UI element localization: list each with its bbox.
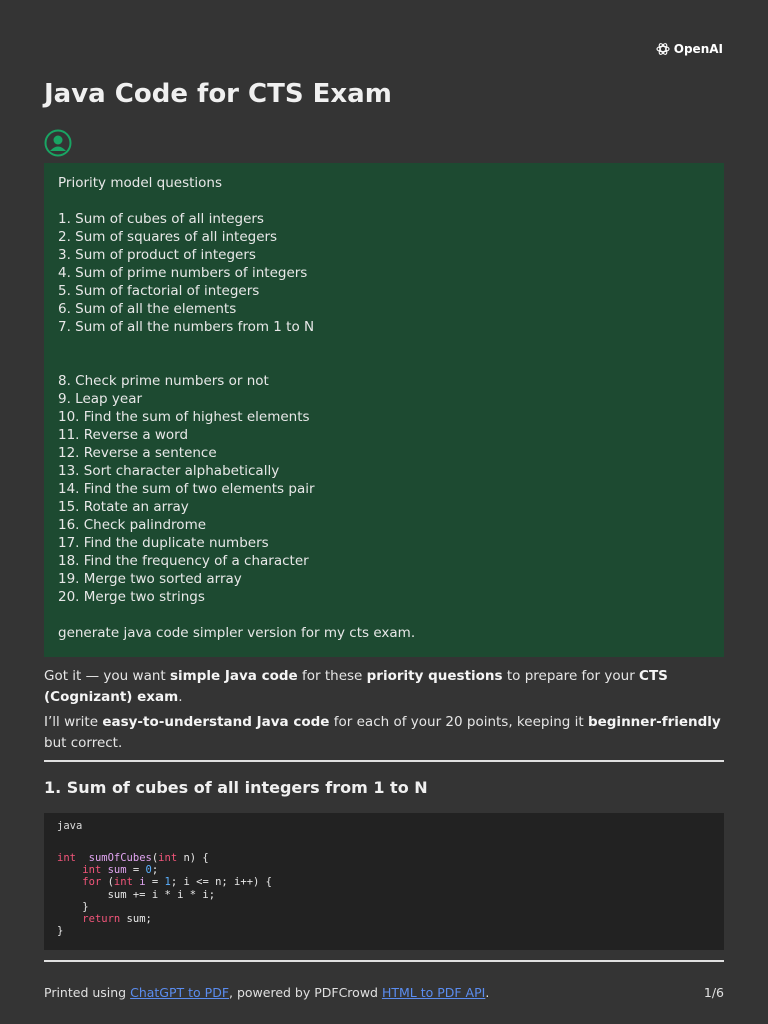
code-line [57,901,711,913]
user-avatar-icon [44,129,72,157]
prompt-line: 10. Find the sum of highest elements [58,409,310,425]
intro-paragraph-2 [44,712,724,754]
code-token: sum [107,864,127,877]
text-span: Got it — you want [44,668,170,684]
user-prompt-block [44,163,724,657]
code-token: int [82,864,102,877]
prompt-line: 8. Check prime numbers or not [58,373,269,389]
divider [44,760,724,762]
prompt-line: 6. Sum of all the elements [58,301,237,317]
code-token: ( [151,852,159,864]
bold-text: beginner-friendly [587,714,721,730]
code-token: } [57,900,89,913]
chatgpt-to-pdf-link[interactable]: ChatGPT to PDF [130,985,230,1000]
footer-suffix: . [485,985,490,1000]
code-line [57,889,711,901]
text-span: I’ll write [44,714,103,730]
prompt-line: 12. Reverse a sentence [58,445,217,461]
code-language-label: java [57,820,83,832]
code-token: sum += i * i * i; [57,888,216,901]
code-token: sum; [120,913,152,926]
footer-middle: , powered by PDFCrowd [229,985,382,1000]
code-line [57,876,711,888]
prompt-line: 9. Leap year [58,391,143,407]
prompt-line: Priority model questions [58,175,223,191]
code-token [76,852,89,864]
prompt-blank-line [58,606,710,624]
bold-text: easy-to-understand Java code [102,714,330,730]
prompt-line: 2. Sum of squares of all integers [58,229,278,245]
prompt-line: 14. Find the sum of two elements pair [58,481,315,497]
code-token: int [158,852,178,864]
code-token: = [126,864,146,877]
footer [44,985,724,1000]
code-token [57,876,82,888]
code-line [57,913,711,925]
assistant-intro [44,666,724,758]
prompt-blank-line [58,192,710,210]
logo-text: OpenAI [673,42,723,56]
prompt-blank-line [58,336,710,354]
html-to-pdf-api-link[interactable]: HTML to PDF API [381,985,486,1000]
code-token: } [57,925,64,938]
prompt-line: 5. Sum of factorial of integers [58,283,260,299]
code-token: ; i <= n; i++) { [170,876,272,889]
code-token: i [139,876,146,889]
prompt-line: 7. Sum of all the numbers from 1 to N [58,319,315,335]
bold-text: priority questions [366,668,503,684]
code-token: 0 [145,864,152,877]
code-token: for [82,876,102,889]
openai-logo [655,41,723,57]
prompt-line: 17. Find the duplicate numbers [58,535,269,551]
code-token: sumOfCubes [88,852,152,864]
text-span: for each of your 20 points, keeping it [329,714,588,730]
code-line [57,852,711,864]
divider [44,960,724,962]
code-line [57,925,711,937]
code-token: ; [151,864,159,877]
prompt-line: 3. Sum of product of integers [58,247,256,263]
section-heading: 1. Sum of cubes of all integers from 1 to N [44,778,428,797]
code-token: int [113,876,133,889]
prompt-line: 19. Merge two sorted array [58,571,242,587]
text-span: to prepare for your [502,668,640,684]
prompt-blank-line [58,354,710,372]
code-token [57,864,82,876]
prompt-line: 11. Reverse a word [58,427,189,443]
code-token: ( [101,876,114,889]
text-span: for these [297,668,367,684]
text-span: but correct. [44,735,123,751]
prompt-line: 16. Check palindrome [58,517,207,533]
page-number: 1/6 [703,985,724,1000]
code-token: n) { [177,852,209,864]
bold-text: simple Java code [169,668,298,684]
prompt-line: 1. Sum of cubes of all integers [58,211,264,227]
prompt-line: 20. Merge two strings [58,589,205,605]
intro-paragraph-1 [44,666,724,708]
code-token: 1 [164,876,171,889]
code-block[interactable] [44,813,724,950]
code-line [57,864,711,876]
prompt-line: 13. Sort character alphabetically [58,463,280,479]
code-token [57,913,82,925]
code-token: = [145,876,165,889]
code-content [57,852,711,937]
bold-text: CTS (Cognizant) exam [44,668,668,705]
openai-logo-icon [655,41,671,57]
prompt-line: generate java code simpler version for my cts exam. [58,625,416,641]
prompt-line: 4. Sum of prime numbers of integers [58,265,308,281]
text-span: . [178,689,183,705]
code-token: int [57,852,76,864]
footer-prefix: Printed using [44,985,131,1000]
page-title: Java Code for CTS Exam [44,79,392,109]
prompt-line: 18. Find the frequency of a character [58,553,309,569]
prompt-line: 15. Rotate an array [58,499,189,515]
code-token: return [82,913,121,926]
